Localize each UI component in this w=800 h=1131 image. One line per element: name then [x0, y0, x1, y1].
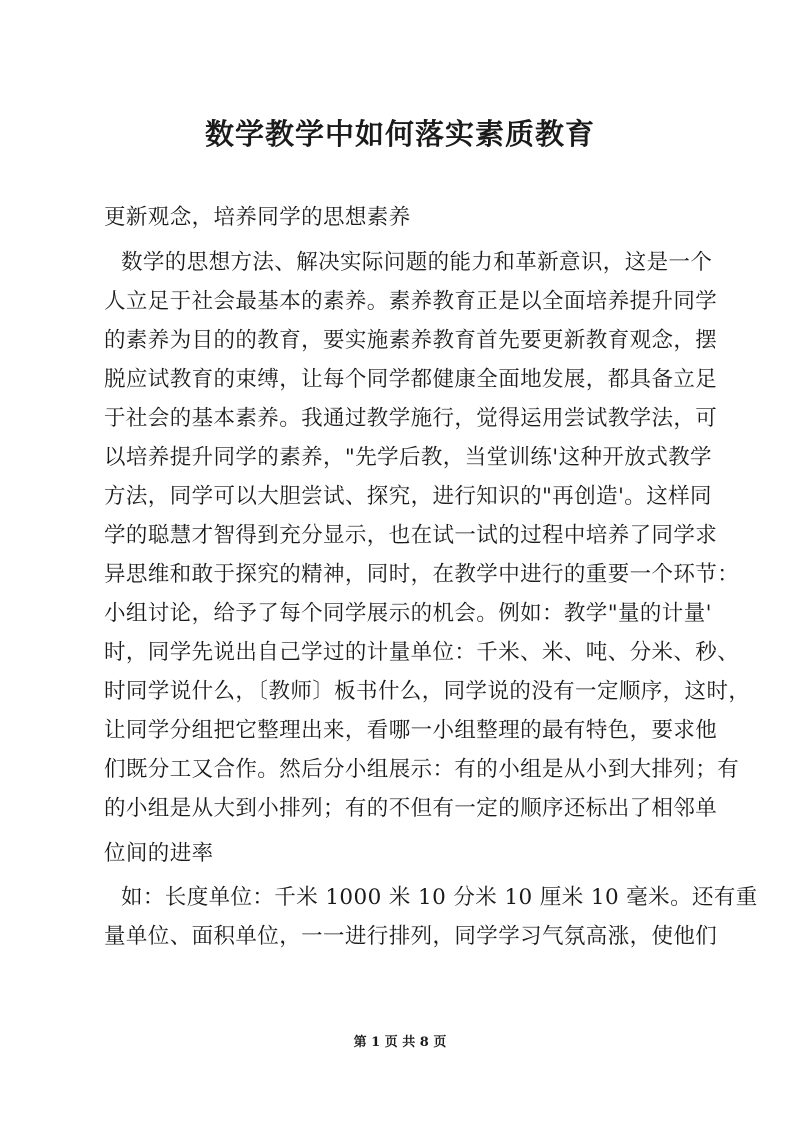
body-line: 让同学分组把它整理出来，看哪一小组整理的最有特色，要求他 [104, 718, 718, 743]
body-line: 人立足于社会最基本的素养。素养教育正是以全面培养提升同学 [104, 289, 718, 314]
body-line: 们既分工又合作。然后分小组展示：有的小组是从小到大排列；有 [104, 757, 740, 782]
body-line: 的小组是从大到小排列；有的不但有一定的顺序还标出了相邻单 [104, 796, 718, 821]
body-line: 量单位、面积单位，一一进行排列，同学学习气氛高涨，使他们 [104, 924, 718, 949]
body-line: 方法，同学可以大胆尝试、探究，进行知识的"再创造'。这样同 [104, 484, 712, 509]
body-line: 数学的思想方法、解决实际问题的能力和革新意识，这是一个 [121, 250, 713, 275]
body-line: 异思维和敢于探究的精神，同时，在教学中进行的重要一个环节： [104, 562, 740, 587]
page-number-footer: 第 1 页 共 8 页 [353, 1035, 447, 1050]
body-line: 时同学说什么，〔教师〕板书什么，同学说的没有一定顺序，这时， [104, 679, 751, 704]
body-line: 位间的进率 [104, 841, 214, 866]
body-line: 的素养为目的的教育，要实施素养教育首先要更新教育观念，摆 [104, 328, 718, 353]
document-title: 数学教学中如何落实素质教育 [204, 117, 595, 151]
body-line: 时，同学先说出自己学过的计量单位：千米、米、吨、分米、秒、 [104, 640, 740, 665]
body-line: 学的聪慧才智得到充分显示，也在试一试的过程中培养了同学求 [104, 523, 718, 548]
body-line: 小组讨论，给予了每个同学展示的机会。例如：教学"量的计量' [104, 601, 712, 626]
body-line: 以培养提升同学的素养，"先学后教，当堂训练'这种开放式教学 [104, 445, 712, 470]
body-line: 于社会的基本素养。我通过教学施行，觉得运用尝试教学法，可 [104, 406, 718, 431]
section-heading: 更新观念，培养同学的思想素养 [104, 205, 411, 230]
body-line: 如：长度单位：千米 1000 米 10 分米 10 厘米 10 毫米。还有重 [121, 885, 758, 910]
body-line: 脱应试教育的束缚，让每个同学都健康全面地发展，都具备立足 [104, 367, 718, 392]
